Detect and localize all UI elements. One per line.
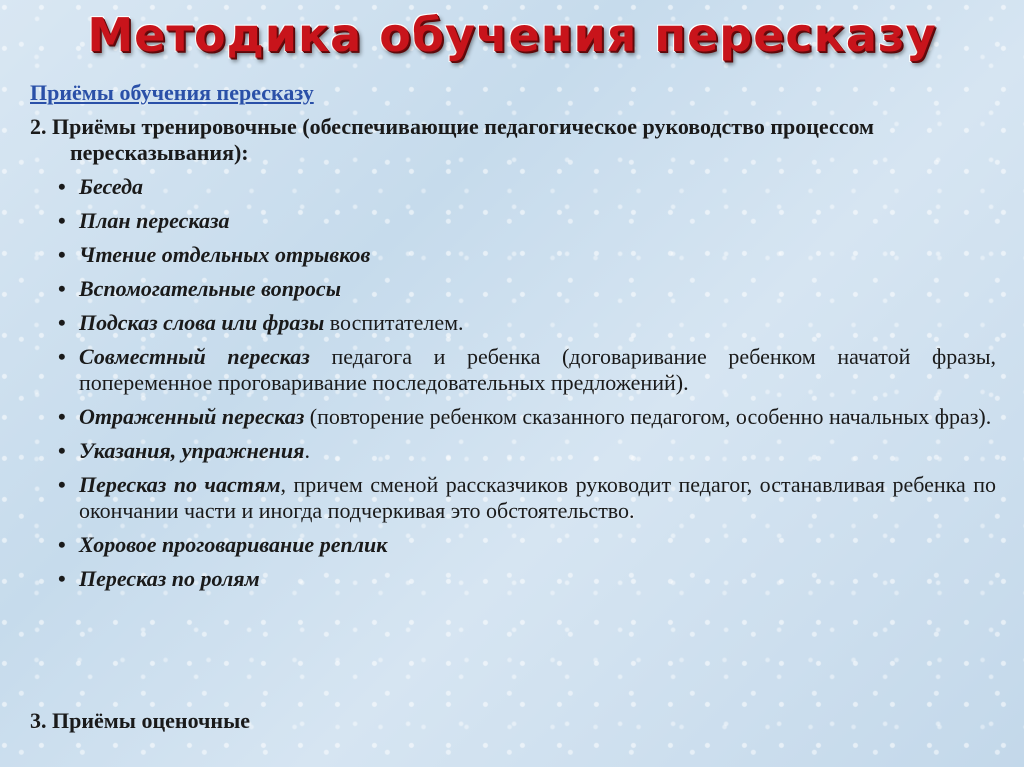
bullet-icon: • <box>58 566 66 591</box>
item-term: План пересказа <box>79 208 230 233</box>
item-text: . <box>304 438 310 463</box>
list-item <box>48 208 996 234</box>
item-term: Указания, упражнения <box>79 438 305 463</box>
item-term: Отраженный пересказ <box>79 404 305 429</box>
techniques-list <box>48 174 996 600</box>
list-item <box>48 404 996 430</box>
subtitle-link[interactable]: Приёмы обучения пересказу <box>30 80 314 105</box>
item-term: Беседа <box>79 174 144 199</box>
bullet-icon: • <box>58 472 66 497</box>
bullet-icon: • <box>58 208 66 233</box>
item-term: Совместный пересказ <box>79 344 310 369</box>
list-item <box>48 344 996 396</box>
item-text: , причем сменой рассказчиков руководит педагог, останавливая ребенка по окончании части и иногда подчеркивая это обстоятельство. <box>79 472 997 523</box>
item-term: Пересказ по частям <box>79 472 281 497</box>
item-text: (повторение ребенком сказанного педагогом, особенно начальных фраз). <box>304 404 992 429</box>
bullet-icon: • <box>58 310 66 335</box>
item-term: Хоровое проговаривание реплик <box>79 532 388 557</box>
section-3-heading: 3. Приёмы оценочные <box>30 708 251 733</box>
item-term: Вспомогательные вопросы <box>79 276 341 301</box>
slide-title: Методика обучения пересказу <box>87 8 937 62</box>
list-item <box>48 472 996 524</box>
item-text: педагога и ребенка (договаривание ребенком начатой фразы, попеременное проговаривание последовательных предложений). <box>79 344 996 395</box>
list-item <box>48 242 996 268</box>
bullet-icon: • <box>58 404 66 429</box>
bullet-icon: • <box>58 276 66 301</box>
item-term: Чтение отдельных отрывков <box>79 242 371 267</box>
bullet-icon: • <box>58 174 66 199</box>
list-item <box>48 276 996 302</box>
list-item <box>48 174 996 200</box>
item-term: Пересказ по ролям <box>79 566 260 591</box>
list-item <box>48 310 996 336</box>
item-text: воспитателем. <box>324 310 464 335</box>
section-2-heading: 2. Приёмы тренировочные (обеспечивающие педагогическое руководство процессом пересказывания): <box>30 114 875 165</box>
item-term: Подсказ слова или фразы <box>79 310 325 335</box>
list-item <box>48 438 996 464</box>
bullet-icon: • <box>58 344 66 369</box>
bullet-icon: • <box>58 532 66 557</box>
list-item <box>48 566 996 592</box>
bullet-icon: • <box>58 242 66 267</box>
list-item <box>48 532 996 558</box>
bullet-icon: • <box>58 438 66 463</box>
